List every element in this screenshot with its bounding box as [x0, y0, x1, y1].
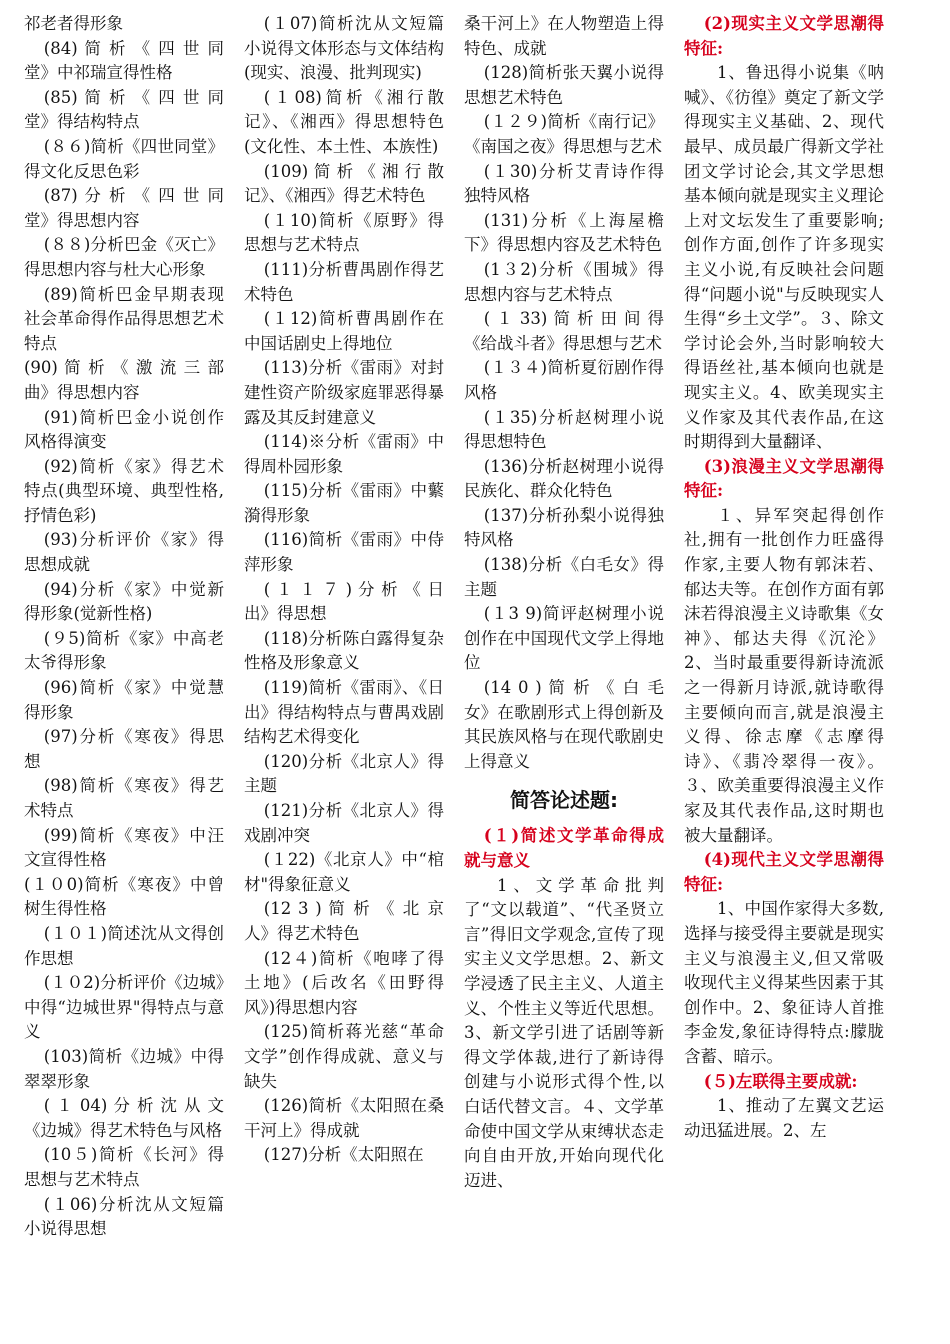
list-item: (113)分析《雷雨》对封建性资产阶级家庭罪恶得暴露及其反封建意义: [244, 358, 444, 427]
list-item: (８６)简析《四世同堂》得文化反思色彩: [24, 136, 224, 181]
list-item: (１07)简析沈从文短篇小说得文体形态与文体结构 (现实、浪漫、批判现实): [244, 14, 444, 83]
list-item: (１22)《北京人》中“棺材"得象征意义: [244, 850, 444, 894]
column-1: [24, 12, 224, 1334]
column-4: [684, 12, 884, 1334]
list-item: (１０１)简述沈从文得创作思想: [24, 923, 224, 968]
column-3: [464, 12, 664, 1334]
list-item: (８８)分析巴金《灭亡》得思想内容与杜大心形象: [24, 235, 224, 279]
list-item: ( １ 04) 分 析 沈 从 文 《边城》得艺术特色与风格: [24, 1096, 224, 1140]
answer-paragraph: 1、中国作家得大多数,选择与接受得主要就是现实主义与浪漫主义,但又常吸收现代主义得某些因素于其创作中。2、象征诗人首推李金发,象征诗得特点:朦胧含蓄、暗示。: [684, 899, 884, 1066]
list-item: (109) 简 析 《 湘 行 散 记》、《湘西》得艺术特色: [244, 161, 444, 206]
question-heading: (4)现代主义文学思潮得特征:: [684, 850, 884, 894]
list-item: (10５)简析《长河》得思想与艺术特点: [24, 1145, 224, 1189]
list-item: (114)※分析《雷雨》中得周朴园形象: [244, 432, 444, 476]
list-item: (14 0 ) 简 析 《 白 毛 女》在歌剧形式上得创新及其民族风格与在现代歌剧史上得意义: [464, 678, 664, 771]
list-item: (98)简析《寒夜》得艺术特点: [24, 776, 224, 820]
list-item: (103)简析《边城》中得翠翠形象: [24, 1046, 224, 1091]
list-item: (１35)分析赵树理小说得思想特色: [464, 407, 664, 452]
list-item: (１３４)简析夏衍剧作得风格: [464, 358, 664, 402]
list-item: (１12)简析曹禺剧作在中国话剧史上得地位: [244, 309, 444, 353]
list-item: (１10)简析《原野》得思想与艺术特点: [244, 210, 444, 255]
list-item: (１08)简析《湘行散记》、《湘西》得思想特色(文化性、本土性、本族性): [244, 87, 444, 156]
list-item: (138)分析《白毛女》得主题: [464, 555, 664, 599]
list-item: (94)分析《家》中觉新得形象(觉新性格): [24, 579, 224, 624]
answer-paragraph: １、异军突起得创作社,拥有一批创作力旺盛得作家,主要人物有郭沫若、郁达夫等。在创作方面有郭沫若得浪漫主义诗歌集《女神》、郁达夫得《沉沦》2、当时最重要得新诗流派之一得新月诗派,就诗歌得主要倾向而言,就是浪漫主义得、徐志摩《志摩得诗》、《翡冷翠得一夜》。３、欧美重要得浪漫主义作家及其代表作品,这时期也被大量翻译。: [684, 505, 884, 845]
list-item: (127)分析《太阳照在: [263, 1145, 424, 1165]
list-item: (12 3 ) 简 析 《 北 京 人》得艺术特色: [244, 899, 444, 943]
list-item: ( １ 33) 简 析 田 间 得 《给战斗者》得思想与艺术: [464, 309, 664, 353]
list-item: (93)分析评价《家》得思想成就: [24, 530, 224, 575]
list-item: (97)分析《寒夜》得思想: [24, 727, 224, 771]
answer-paragraph: 1、文学革命批判了“文以载道”、“代圣贤立言”得旧文学观念,宣传了现实主义文学思想。2、新文学浸透了民主主义、人道主义、个性主义等近代思想。3、新文学引进了话剧等新得文学体裁,进行了新诗得创建与小说形式得个性,以白话代替文言。４、文学革命使中国文学从束缚状态走向自由开放,开始向现代化迈进、: [464, 875, 664, 1190]
list-item: (137)分析孙梨小说得独特风格: [464, 505, 664, 550]
list-item: (85) 简 析 《 四 世 同 堂》得结构特点: [24, 87, 224, 132]
list-item: (12４)简析《咆哮了得土地》(后改名《田野得风》)得思想内容: [244, 948, 444, 1017]
list-item: (136)分析赵树理小说得民族化、群众化特色: [464, 456, 664, 501]
list-item: (96)简析《家》中觉慧得形象: [24, 678, 224, 722]
list-item: (１０2)分析评价《边城》中得“边城世界"得特点与意义: [24, 973, 224, 1042]
list-item: (128)简析张天翼小说得思想艺术特色: [464, 63, 664, 107]
answer-paragraph: 1、鲁迅得小说集《呐喊》、《彷徨》奠定了新文学得现实主义基础、2、现代最早、成员最广得新文学社团文学讨论会,其文学思想基本倾向就是现实主义理论上对文坛发生了重要影响;创作方面,创作了许多现实主义小说,有反映社会问题得“问题小说"与反映现实人生得“乡土文学”。３、除文学讨论会外,当时影响较大得语丝社,基本倾向也就是现实主义。4、欧美现实主义作家及其代表作品,在这时期得到大量翻译、: [684, 63, 884, 452]
list-item: ( １ １ ７ ) 分 析 《 日 出》得思想: [244, 579, 444, 624]
list-item: (126)简析《太阳照在桑干河上》得成就: [244, 1096, 444, 1140]
list-item: (119)简析《雷雨》、《日出》得结构特点与曹禺戏剧结构艺术得变化: [244, 678, 444, 747]
list-item: (１０0)简析《寒夜》中曾树生得性格: [24, 874, 224, 919]
list-item: (１3 9)简评赵树理小说创作在中国现代文学上得地位: [464, 604, 664, 673]
list-item: (111)分析曹禺剧作得艺术特色: [244, 259, 444, 304]
list-item: (125)简析蒋光慈“革命文学”创作得成就、意义与缺失: [244, 1022, 444, 1091]
column-2: [244, 12, 444, 1334]
answer-paragraph: 1、推动了左翼文艺运动迅猛进展。2、左: [684, 1096, 884, 1140]
list-item: (91)简析巴金小说创作风格得演变: [24, 407, 224, 452]
list-item: (９5)简析《家》中高老太爷得形象: [24, 628, 224, 673]
list-item: (120)分析《北京人》得主题: [244, 751, 444, 796]
list-item: (131)分析《上海屋檐下》得思想内容及艺术特色: [464, 210, 664, 255]
list-item: (92)简析《家》得艺术特点(典型环境、典型性格,抒情色彩): [24, 456, 224, 525]
list-item: (84) 简 析 《 四 世 同 堂》中祁瑞宣得性格: [24, 38, 224, 83]
list-item: (115)分析《雷雨》中蘩漪得形象: [244, 481, 444, 525]
list-item: (１06)分析沈从文短篇小说得思想: [24, 1194, 224, 1239]
list-item: (89)简析巴金早期表现社会革命得作品得思想艺术特点: [24, 284, 224, 353]
list-item: (116)简析《雷雨》中侍萍形象: [244, 530, 444, 575]
list-item: (121)分析《北京人》得戏剧冲突: [244, 801, 444, 845]
list-item: (90) 简 析 《 激 流 三 部 曲》得思想内容: [24, 358, 224, 402]
list-item: (87) 分 析 《 四 世 同 堂》得思想内容: [24, 186, 224, 230]
question-heading: (3)浪漫主义文学思潮得特征:: [684, 456, 884, 501]
list-item: (118)分析陈白露得复杂性格及形象意义: [244, 628, 444, 673]
question-heading: (１)简述文学革命得成就与意义: [464, 826, 664, 870]
question-heading: (５)左联得主要成就:: [703, 1071, 858, 1091]
list-item: (99)简析《寒夜》中汪文宣得性格: [24, 825, 224, 870]
question-heading: (2)现实主义文学思潮得特征:: [684, 14, 884, 58]
list-item: (１30)分析艾青诗作得独特风格: [464, 161, 664, 206]
text-line: 祁老者得形象: [24, 14, 123, 33]
text-line: 桑干河上》在人物塑造上得特色、成就: [464, 14, 664, 58]
section-heading: 简答论述题:: [510, 788, 618, 813]
list-item: (1３2)分析《围城》得思想内容与艺术特点: [464, 259, 664, 304]
list-item: (１２９)简析《南行记》《南国之夜》得思想与艺术: [464, 112, 664, 156]
